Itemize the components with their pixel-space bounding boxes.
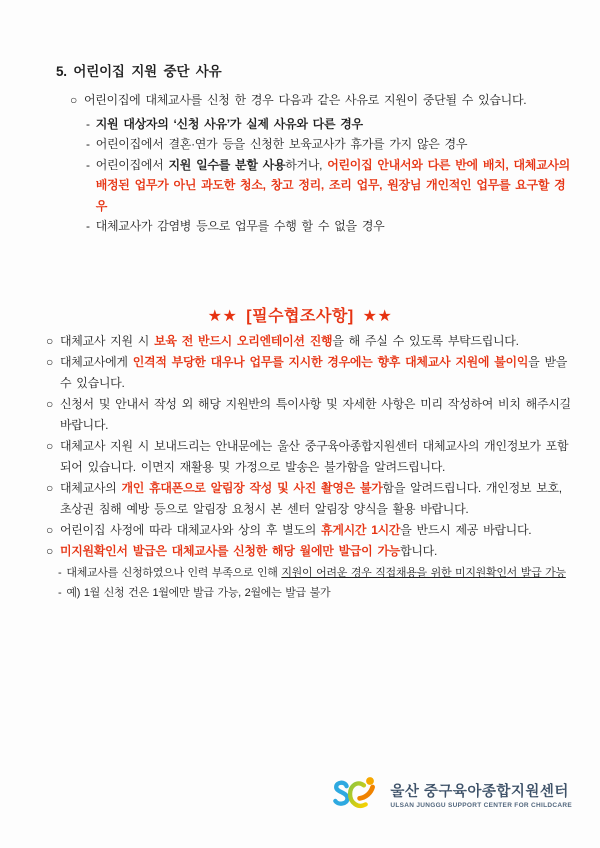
list-item-text: 예) 1월 신청 건은 1월에만 발급 가능, 2월에는 발급 불가 [66,586,331,599]
list-item [86,114,574,135]
organization-logo [331,772,572,816]
list-item-text: 대체교사의 개인 휴대폰으로 알림장 작성 및 사진 촬영은 불가함을 알려드립니다. 개인정보 보호, 초상권 침해 예방 등으로 알림장 요청시 본 센터 알림장 양식을 활용 바랍니다. [59,481,562,516]
suspension-reason-list [86,114,574,237]
circle-bullet: ○ [70,93,77,107]
intro-text: 어린이집에 대체교사를 신청 한 경우 다음과 같은 사유로 지원이 중단될 수 있습니다. [83,93,527,107]
section-intro [70,90,574,111]
circle-bullet: ○ [46,544,53,558]
section-title: 5. 어린이집 지원 중단 사유 [56,64,222,79]
list-item [46,436,578,478]
mandatory-notice-title: ★★ [필수협조사항] ★★ [207,308,393,325]
circle-bullet: ○ [46,481,53,495]
circle-bullet: ○ [46,523,53,537]
list-item [86,155,574,217]
list-item [46,520,578,541]
dash-bullet: - [86,157,90,172]
section-support-suspension [56,60,574,237]
dash-bullet: - [86,219,90,233]
list-item [58,584,578,604]
list-item-text: 어린이집 사정에 따라 대체교사와 상의 후 별도의 휴게시간 1시간을 반드시 제공 바랍니다. [59,523,532,537]
list-item-text: 대체교사가 감염병 등으로 업무를 수행 할 수 없을 경우 [95,219,385,233]
circle-bullet: ○ [46,334,53,348]
circle-bullet: ○ [46,397,53,411]
list-item [46,331,578,352]
list-item [86,216,574,237]
organization-name-block [390,780,572,809]
list-item-text: 신청서 및 안내서 작성 외 해당 지원반의 특이사항 및 자세한 사항은 미리 작성하여 비치 해주시길 바랍니다. [59,397,571,432]
list-item-text: 지원 대상자의 ‘신청 사유’가 실제 사유와 다른 경우 [95,116,363,131]
notice-sub-list [58,564,578,603]
dash-bullet: - [86,137,90,151]
list-item-text: 대체교사 지원 시 보육 전 반드시 오리엔테이션 진행을 해 주실 수 있도록 부탁드립니다. [59,334,519,348]
list-item [46,541,578,562]
list-item-text: 미지원확인서 발급은 대체교사를 신청한 해당 월에만 발급이 가능합니다. [59,544,437,558]
circle-bullet: ○ [46,355,53,369]
organization-name-english: ULSAN JUNGGU SUPPORT CENTER FOR CHILDCARE [390,801,572,809]
list-item-text: 어린이집에서 지원 일수를 분할 사용하거나, 어린이집 안내서와 다른 반에 배치, 대체교사의 배정된 업무가 아닌 과도한 청소, 창고 정리, 조리 업무, 원장님 개인적인 업무를 요구할 경우 [95,157,570,213]
list-item-text: 대체교사에게 인격적 부당한 대우나 업무를 지시한 경우에는 향후 대체교사 지원에 불이익을 받을 수 있습니다. [59,355,568,390]
list-item [86,134,574,155]
list-item-text: 어린이집에서 결혼·연가 등을 신청한 보육교사가 휴가를 가지 않은 경우 [95,137,468,151]
list-item [46,478,578,520]
list-item [46,352,578,394]
dash-bullet: - [86,116,90,131]
list-item-text: 대체교사 지원 시 보내드리는 안내문에는 울산 중구육아종합지원센터 대체교사의 개인정보가 포함되어 있습니다. 이면지 재활용 및 가정으로 발송은 불가함을 알려드립니다. [59,439,569,474]
list-item [46,394,578,436]
sc-childcare-logo-icon [331,772,383,816]
circle-bullet: ○ [46,439,53,453]
list-item [58,564,578,584]
list-item-text: 대체교사를 신청하였으나 인력 부족으로 인해 지원이 어려운 경우 직접채용을 위한 미지원확인서 발급 가능 [66,567,566,579]
mandatory-notice-section [46,331,578,603]
dash-bullet: - [58,567,62,579]
organization-name-korean: 울산 중구육아종합지원센터 [390,783,569,800]
dash-bullet: - [58,586,62,599]
